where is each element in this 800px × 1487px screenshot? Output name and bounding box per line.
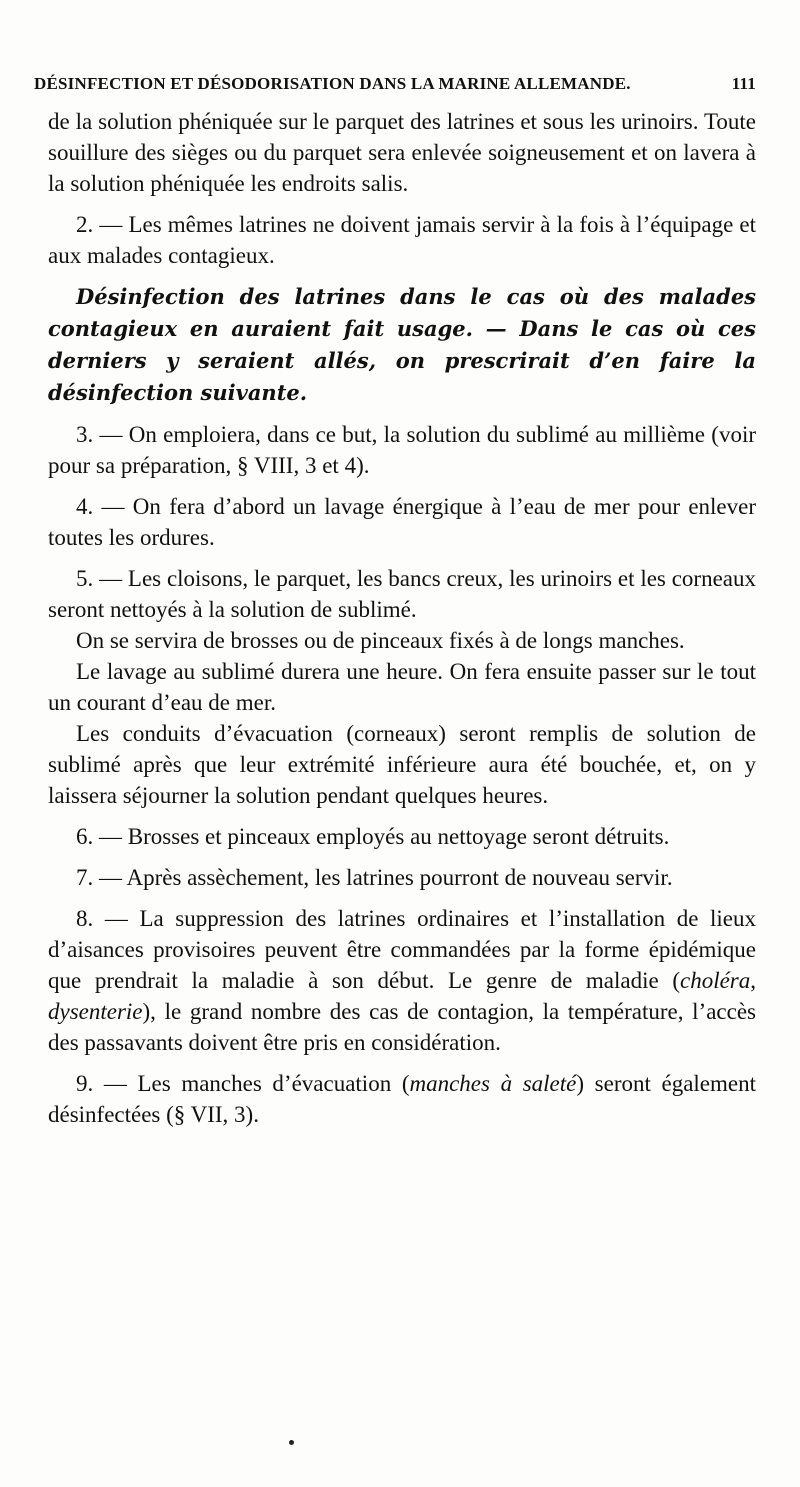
paragraph-9-italic: manches à saleté (409, 1071, 577, 1096)
paragraph-9-end: ) seront également désinfectées (§ VII, 3). (48, 1071, 756, 1127)
paragraph-5-brushes: On se servira de brosses ou de pinceaux fixés à de longs manches. (76, 628, 685, 653)
paragraph-2: 2. — Les mêmes latrines ne doivent jamais servir à la fois à l’équipage et aux malades contagieux. (48, 212, 756, 268)
paragraph-9-start: 9. — Les manches d’évacuation ( (76, 1071, 410, 1096)
paragraph-8-separator: , (750, 968, 756, 993)
paragraph-3: 3. — On emploiera, dans ce but, la solution du sublimé au millième (voir pour sa préparation, § VIII, 3 et 4). (48, 422, 756, 478)
paragraph-4: 4. — On fera d’abord un lavage énergique à l’eau de mer pour enlever toutes les ordures. (48, 494, 756, 550)
paragraph-8-start: 8. — La suppression des latrines ordinaires et l’installation de lieux d’aisances provisoires peuvent être commandées par la forme épidémique que prendrait la maladie à son début. Le genre de maladie ( (48, 906, 756, 993)
paragraph-7: 7. — Après assèchement, les latrines pourront de nouveau servir. (76, 865, 673, 890)
paragraph-intro: de la solution phéniquée sur le parquet des latrines et sous les urinoirs. Toute souillure des sièges ou du parquet sera enlevée soigneusement et on lavera à la solution phéniquée les endroits salis. (48, 109, 756, 196)
paragraph-9 (48, 1068, 756, 1130)
body-text (48, 106, 756, 1130)
paragraph-8 (48, 903, 756, 1058)
paragraph-5-washing: Le lavage au sublimé durera une heure. On fera ensuite passer sur le tout un courant d’eau de mer. (48, 659, 756, 715)
ink-dot (289, 1440, 294, 1445)
page-number: 111 (731, 74, 756, 93)
paragraph-5-conduits: Les conduits d’évacuation (corneaux) seront remplis de solution de sublimé après que leur extrémité inférieure aura été bouchée, et, on y laissera séjourner la solution pendant quelques heures. (48, 721, 756, 808)
paragraph-8-cholera: choléra (679, 968, 751, 993)
paragraph-6: 6. — Brosses et pinceaux employés au nettoyage seront détruits. (76, 824, 670, 849)
paragraph-5: 5. — Les cloisons, le parquet, les bancs creux, les urinoirs et les corneaux seront nettoyés à la solution de sublimé. (48, 566, 756, 622)
paragraph-8-end: ), le grand nombre des cas de contagion, la température, l’accès des passavants doivent être pris en considération. (48, 999, 756, 1055)
running-head (34, 74, 756, 94)
running-head-title: DÉSINFECTION ET DÉSODORISATION DANS LA MARINE ALLEMANDE. (34, 74, 631, 93)
paragraph-8-dysenterie: dysenterie (48, 999, 143, 1024)
section-subheading: Désinfection des latrines dans le cas où des malades contagieux en auraient fait usage. — Dans le cas où ces derniers y seraient allés, on prescrirait d’en faire la désinfection suivante. (48, 284, 756, 405)
